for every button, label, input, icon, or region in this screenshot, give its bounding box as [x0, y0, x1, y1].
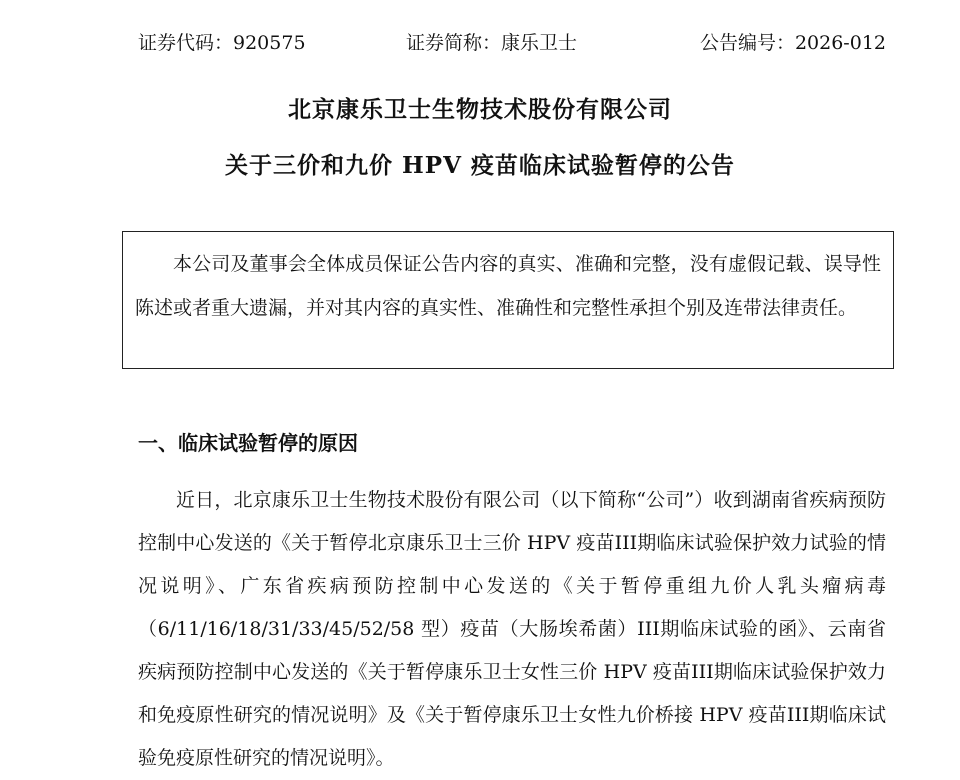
security-name: 证券简称：康乐卫士: [406, 32, 578, 54]
announcement-number: 公告编号：2026-012: [699, 32, 886, 54]
company-title: 北京康乐卫士生物技术股份有限公司: [288, 96, 672, 123]
security-code: 证券代码：920575: [138, 32, 306, 54]
section-heading: 一、临床试验暂停的原因: [138, 431, 358, 455]
notice-title: 关于三价和九价 HPV 疫苗临床试验暂停的公告: [225, 152, 735, 179]
document-header: [138, 28, 886, 58]
board-statement-text: 本公司及董事会全体成员保证公告内容的真实、准确和完整，没有虚假记载、误导性陈述或者重大遗漏，并对其内容的真实性、准确性和完整性承担个别及连带法律责任。: [135, 253, 881, 319]
board-statement-box: [122, 231, 894, 369]
section-paragraph: 近日，北京康乐卫士生物技术股份有限公司（以下简称“公司”）收到湖南省疾病预防控制中心发送的《关于暂停北京康乐卫士三价 HPV 疫苗III期临床试验保护效力试验的情况说明》、广东省疾病预防控制中心发送的《关于暂停重组九价人乳头瘤病毒（6/11/16/18/31/33/45/52/58 型）疫苗（大肠埃希菌）III期临床试验的函》、云南省疾病预防控制中心发送的《关于暂停康乐卫士女性三价 HPV 疫苗III期临床试验保护效力和免疫原性研究的情况说明》及《关于暂停康乐卫士女性九价桥接 HPV 疫苗III期临床试验免疫原性研究的情况说明》。: [138, 489, 886, 769]
